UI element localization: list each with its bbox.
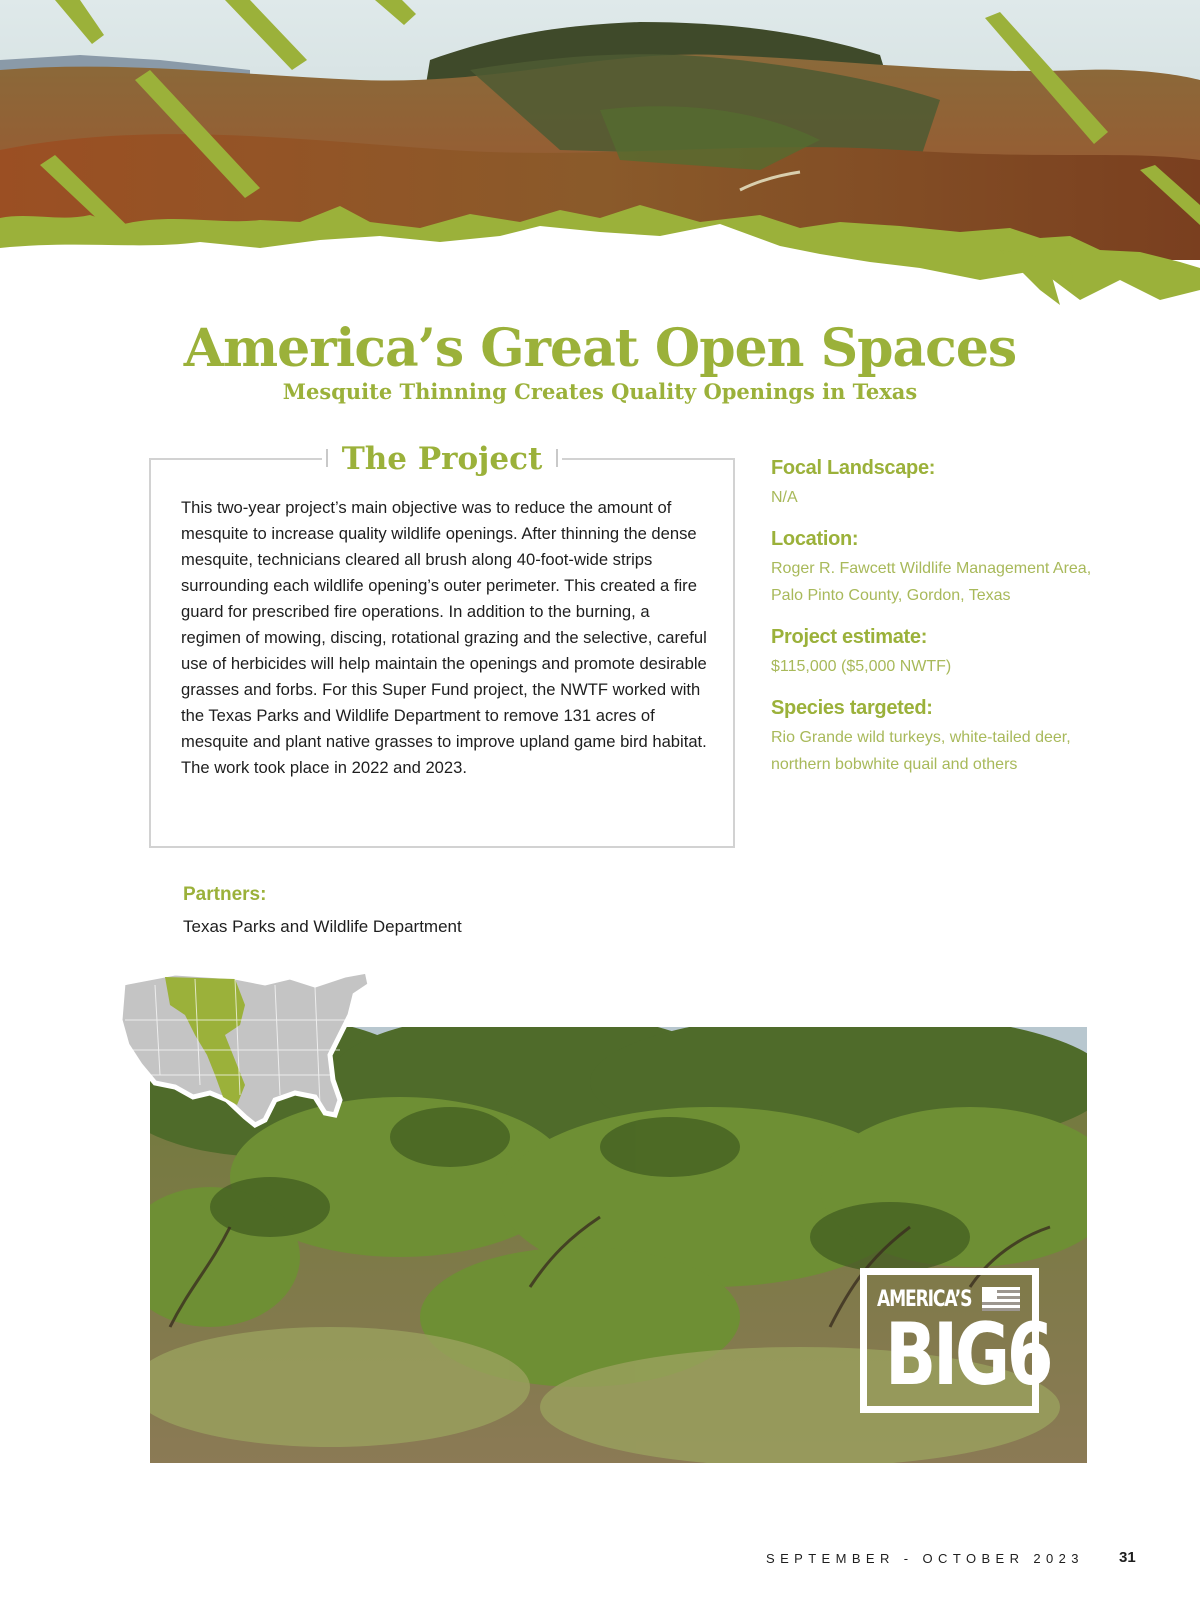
logo-main-text: BIG6 [885, 1305, 1051, 1405]
logo-top-text: AMERICA’S [877, 1287, 972, 1312]
estimate-value: $115,000 ($5,000 NWTF) [771, 658, 952, 675]
heading-left-tick [326, 449, 328, 467]
project-description: This two-year project’s main objective was to reduce the amount of mesquite to increase quality wildlife openings. After thinning the dense mesquite, technicians cleared all brush along 40-foot-wide strips surrounding each wildlife opening’s outer perimeter. This created a fire guard for prescribed fire operations. In addition to the burning, a regimen of mowing, discing, rotational grazing and the selective, careful use of herbicides will help maintain the openings and promote desirable grasses and forbs. For this Super Fund project, the NWTF worked with the Texas Parks and Wildlife Department to remove 131 acres of mesquite and plant native grasses to improve upland game bird habitat. The work took place in 2022 and 2023. [181, 498, 707, 777]
species-section [771, 697, 1101, 778]
page-title: America’s Great Open Spaces [183, 318, 1017, 379]
hero-landscape-image [0, 0, 1200, 320]
focal-landscape-label: Focal Landscape: [771, 457, 936, 479]
us-map-icon [115, 965, 380, 1135]
issue-date: SEPTEMBER - OCTOBER 2023 [766, 1551, 1084, 1566]
estimate-section [771, 626, 1101, 680]
partners-value: Texas Parks and Wildlife Department [183, 917, 462, 936]
focal-landscape-value: N/A [771, 489, 798, 506]
location-value: Roger R. Fawcett Wildlife Management Area, Palo Pinto County, Gordon, Texas [771, 560, 1092, 604]
estimate-label: Project estimate: [771, 626, 928, 648]
heading-right-tick [556, 449, 558, 467]
partners-label: Partners: [183, 884, 267, 905]
species-value: Rio Grande wild turkeys, white-tailed deer, northern bobwhite quail and others [771, 729, 1071, 773]
americas-big6-logo [860, 1268, 1051, 1413]
location-section [771, 528, 1101, 609]
location-label: Location: [771, 528, 859, 550]
focal-landscape-section [771, 457, 1101, 511]
page-subtitle: Mesquite Thinning Creates Quality Openings in Texas [282, 379, 918, 404]
project-heading-wrap [322, 437, 562, 481]
page-number: 31 [1119, 1549, 1136, 1566]
project-heading: The Project [341, 441, 543, 477]
species-label: Species targeted: [771, 697, 933, 719]
